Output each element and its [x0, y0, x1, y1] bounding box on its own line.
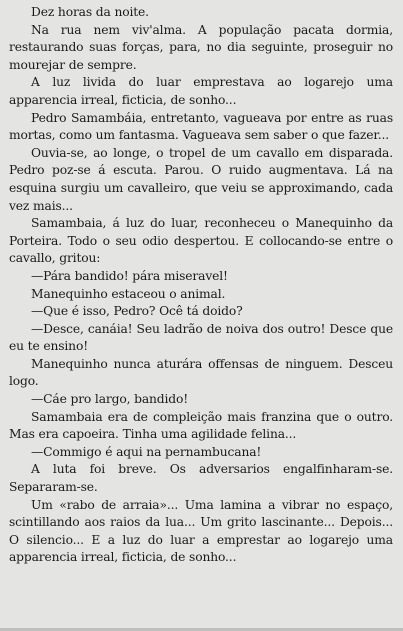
paragraph-horse-approaching: Ouvia-se, ao longe, o tropel de um cavallo em disparada. Pedro poz-se á escuta. Parou. O ruido augmentava. Lá na esquina surgiu um cavalleiro, que veiu se approximando, cada vez mais...: [9, 145, 393, 213]
paragraph-fight: A luta foi breve. Os adversarios engalfinharam-se. Separaram-se.: [9, 462, 393, 495]
paragraph-recognition: Samambaia, á luz do luar, reconheceu o Manequinho da Porteira. Todo o seu odio despertou. E collocando-se entre o cavallo, gritou:: [9, 216, 393, 266]
dialogue-line: —Desce, canáia! Seu ladrão de noiva dos outro! Desce que eu te ensino!: [9, 321, 393, 354]
paragraph-pedro-wandering: Pedro Samambáia, entretanto, vagueava por entre as ruas mortas, como um fantasma. Vagueava sem saber o que fazer...: [9, 110, 393, 143]
dialogue-line: —Cáe pro largo, bandido!: [31, 392, 189, 407]
paragraph-empty-street: Na rua nem viv'alma. A população pacata dormia, restaurando suas forças, para, no dia seguinte, proseguir no mourejar de sempre.: [9, 22, 393, 72]
paragraph-capoeira: Samambaia era de compleição mais franzina que o outro. Mas era capoeira. Tinha uma agilidade felina...: [9, 409, 393, 442]
paragraph-time: Dez horas da noite.: [31, 5, 149, 19]
paragraph-moonlight: A luz livida do luar emprestava ao logarejo uma apparencia irreal, ficticia, de sonho...: [9, 75, 393, 107]
paragraph-dismount: Manequinho nunca aturára offensas de ninguem. Desceu logo.: [9, 356, 393, 389]
dialogue-line: —Que é isso, Pedro? Ocê tá doido?: [31, 304, 243, 319]
paragraph-ending: Um «rabo de arraia»... Uma lamina a vibrar no espaço, scintillando aos raios da lua... Um grito lascinante... Depois... O silencio... E a luz do luar a emprestar ao logarejo uma apparencia irreal, ficticia, de sonho...: [9, 497, 393, 565]
dialogue-line: —Pára bandido! pára miseravel!: [31, 268, 228, 283]
dialogue-line: —Commigo é aqui na pernambucana!: [31, 444, 262, 459]
paragraph-halt: Manequinho estaceou o animal.: [31, 286, 226, 301]
